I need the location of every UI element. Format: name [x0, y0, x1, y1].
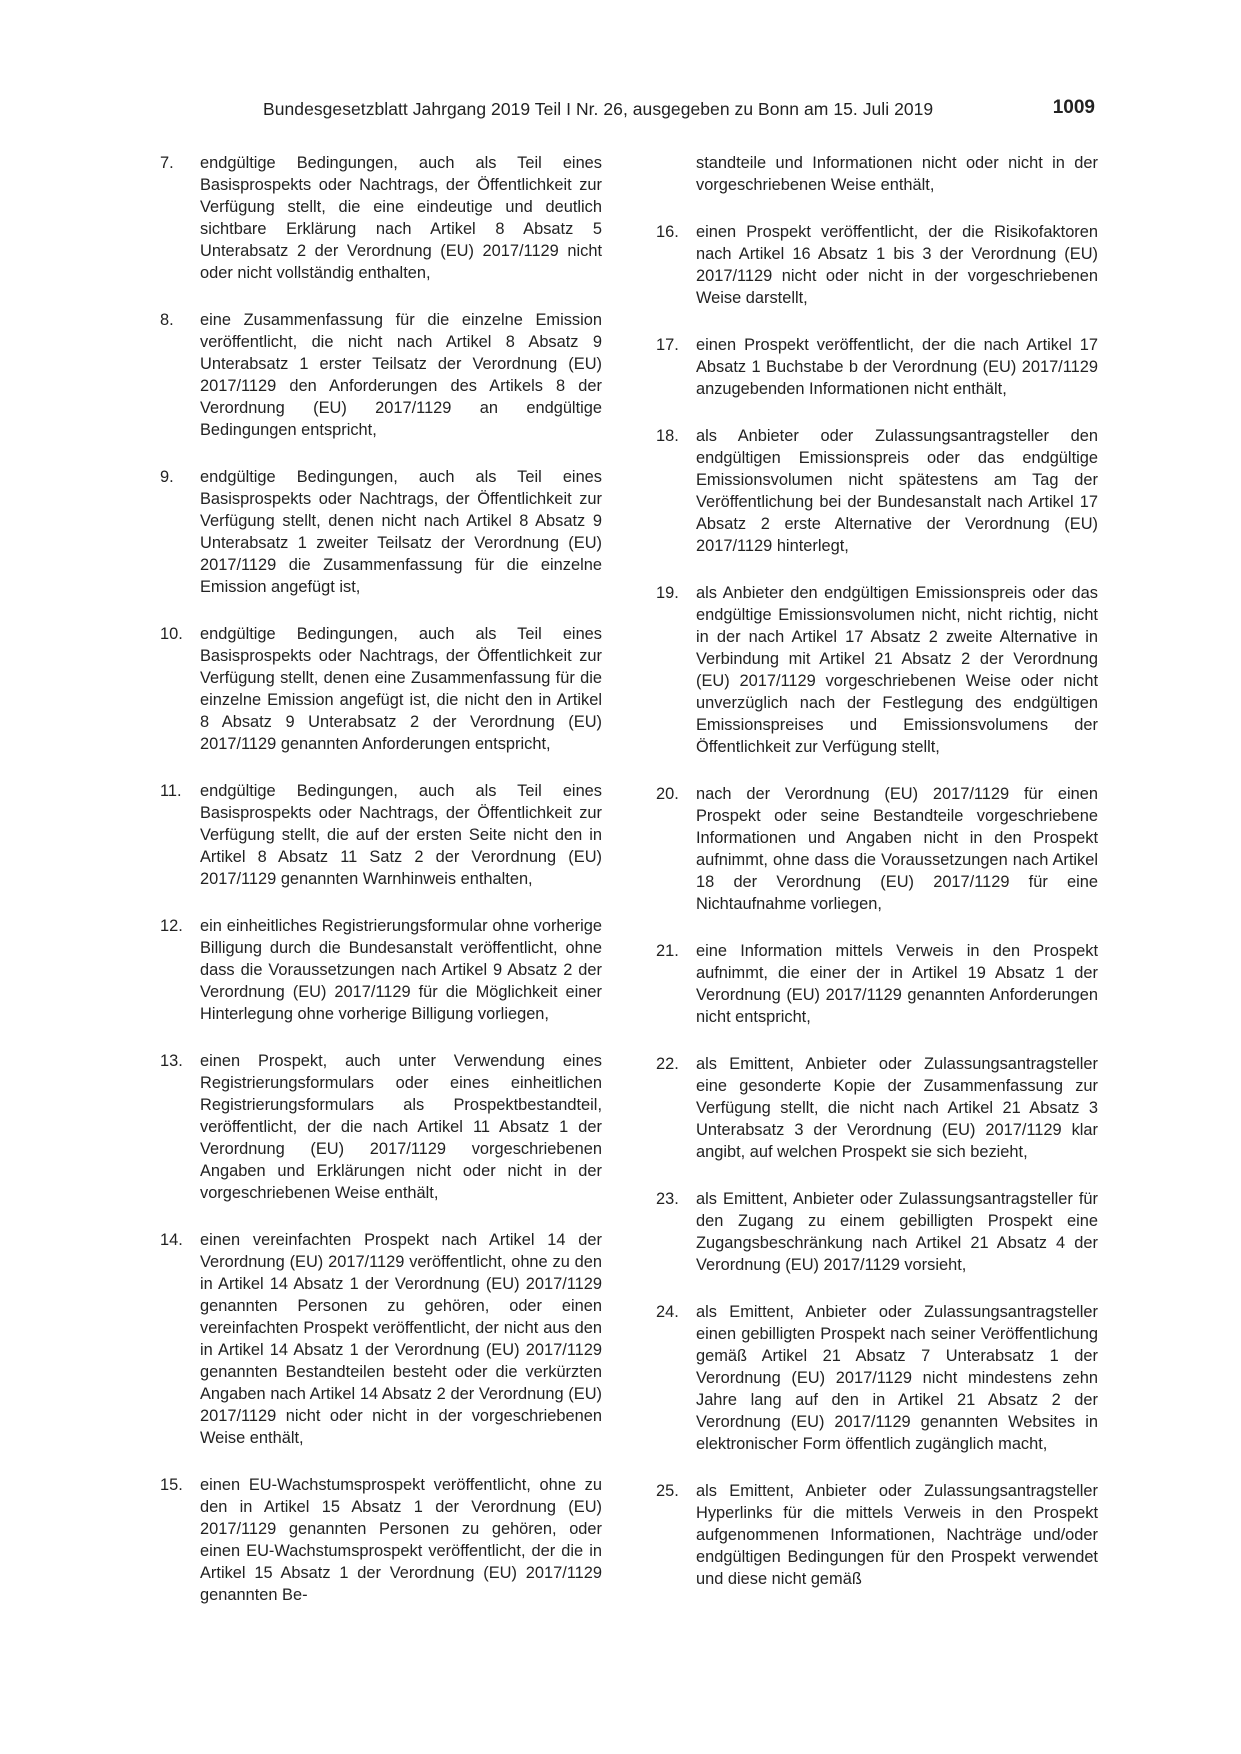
item-text: einen Prospekt veröffentlicht, der die nach Artikel 17 Absatz 1 Buchstabe b der Verordnung (EU) 2017/1129 anzugebenden Informationen nicht enthält, [696, 336, 1098, 398]
list-item [656, 1301, 1098, 1455]
list-item [160, 152, 602, 284]
page-number: 1009 [1052, 97, 1095, 118]
item-text: endgültige Bedingungen, auch als Teil eines Basisprospekts oder Nachtrags, der Öffentlichkeit zur Verfügung stellt, denen eine Zusammenfassung für die einzelne Emission angefügt ist, die nicht den in Artikel 8 Absatz 9 Unterabsatz 2 der Verordnung (EU) 2017/1129 genannten Anforderungen entspricht, [200, 625, 602, 753]
item-text: endgültige Bedingungen, auch als Teil eines Basisprospekts oder Nachtrags, der Öffentlichkeit zur Verfügung stellt, denen nicht nach Artikel 8 Absatz 9 Unterabsatz 1 zweiter Teilsatz der Verordnung (EU) 2017/1129 die Zusammenfassung für die einzelne Emission angefügt ist, [200, 468, 602, 596]
list-item [656, 1053, 1098, 1163]
item-text: als Emittent, Anbieter oder Zulassungsantragsteller eine gesonderte Kopie der Zusammenfassung zur Verfügung stellt, die nicht nach Artikel 21 Absatz 3 Unterabsatz 3 der Verordnung (EU) 2017/1129 klar angibt, auf welchen Prospekt sie sich bezieht, [696, 1055, 1098, 1161]
item-text: einen vereinfachten Prospekt nach Artikel 14 der Verordnung (EU) 2017/1129 veröffentlicht, ohne zu den in Artikel 14 Absatz 1 der Verordnung (EU) 2017/1129 genannten Personen zu gehören, oder einen vereinfachten Prospekt veröffentlicht, der nicht aus den in Artikel 14 Absatz 1 der Verordnung (EU) 2017/1129 genannten Bestandteilen besteht oder die verkürzten Angaben nach Artikel 14 Absatz 2 der Verordnung (EU) 2017/1129 nicht oder nicht in der vorgeschriebenen Weise enthält, [200, 1231, 602, 1447]
list-item [656, 1480, 1098, 1590]
item-text: eine Zusammenfassung für die einzelne Emission veröffentlicht, die nicht nach Artikel 8 Absatz 9 Unterabsatz 1 erster Teilsatz der Verordnung (EU) 2017/1129 den Anforderungen des Artikels 8 der Verordnung (EU) 2017/1129 an endgültige Bedingungen entspricht, [200, 311, 602, 439]
item-number: 18. [656, 427, 679, 445]
item-number: 17. [656, 336, 679, 354]
list-item [160, 1050, 602, 1204]
item-number: 24. [656, 1303, 679, 1321]
list-item [160, 915, 602, 1025]
list-item [160, 623, 602, 755]
item-text: als Emittent, Anbieter oder Zulassungsantragsteller einen gebilligten Prospekt nach seiner Veröffentlichung gemäß Artikel 21 Absatz 7 Unterabsatz 1 der Verordnung (EU) 2017/1129 nicht mindestens zehn Jahre lang auf den in Artikel 21 Absatz 2 der Verordnung (EU) 2017/1129 genannten Websites in elektronischer Form öffentlich zugänglich macht, [696, 1303, 1098, 1453]
item-number: 22. [656, 1055, 679, 1073]
list-item [160, 466, 602, 598]
list-item [656, 425, 1098, 557]
item-text: einen EU-Wachstumsprospekt veröffentlicht, ohne zu den in Artikel 15 Absatz 1 der Verordnung (EU) 2017/1129 genannten Personen zu gehören, oder einen EU-Wachstumsprospekt veröffentlicht, der die in Artikel 15 Absatz 1 der Verordnung (EU) 2017/1129 genannten Be- [200, 1476, 602, 1604]
page-header [160, 99, 1095, 125]
list-item [160, 780, 602, 890]
list-item [656, 334, 1098, 400]
item-number: 21. [656, 942, 679, 960]
item-number: 13. [160, 1052, 183, 1070]
list-item [656, 1188, 1098, 1276]
list-item [160, 1474, 602, 1606]
item-text: einen Prospekt veröffentlicht, der die Risikofaktoren nach Artikel 16 Absatz 1 bis 3 der Verordnung (EU) 2017/1129 nicht oder nicht in der vorgeschriebenen Weise darstellt, [696, 223, 1098, 307]
right-column [656, 152, 1098, 1615]
item-number: 8. [160, 311, 174, 329]
left-column [160, 152, 602, 1631]
item-text: ein einheitliches Registrierungsformular ohne vorherige Billigung durch die Bundesanstalt veröffentlicht, ohne dass die Voraussetzungen nach Artikel 9 Absatz 2 der Verordnung (EU) 2017/1129 für die Möglichkeit einer Hinterlegung ohne vorherige Billigung vorliegen, [200, 917, 602, 1023]
item-text: endgültige Bedingungen, auch als Teil eines Basisprospekts oder Nachtrags, der Öffentlichkeit zur Verfügung stellt, die auf der ersten Seite nicht den in Artikel 8 Absatz 11 Satz 2 der Verordnung (EU) 2017/1129 genannten Warnhinweis enthalten, [200, 782, 602, 888]
item-number: 10. [160, 625, 183, 643]
item-number: 15. [160, 1476, 183, 1494]
item-text: einen Prospekt, auch unter Verwendung eines Registrierungsformulars oder eines einheitlichen Registrierungsformulars als Prospektbestandteil, veröffentlicht, der die nach Artikel 11 Absatz 1 der Verordnung (EU) 2017/1129 vorgeschriebenen Angaben und Erklärungen nicht oder nicht in der vorgeschriebenen Weise enthält, [200, 1052, 602, 1202]
continuation-paragraph [656, 152, 1098, 196]
item-number: 25. [656, 1482, 679, 1500]
item-text: eine Information mittels Verweis in den Prospekt aufnimmt, die einer der in Artikel 19 Absatz 1 der Verordnung (EU) 2017/1129 genannten Anforderungen nicht entspricht, [696, 942, 1098, 1026]
list-item [656, 221, 1098, 309]
list-item [160, 1229, 602, 1449]
item-text: standteile und Informationen nicht oder nicht in der vorgeschriebenen Weise enthält, [696, 154, 1098, 194]
item-text: nach der Verordnung (EU) 2017/1129 für einen Prospekt oder seine Bestandteile vorgeschriebene Informationen und Angaben nicht in den Prospekt aufnimmt, ohne dass die Voraussetzungen nach Artikel 18 der Verordnung (EU) 2017/1129 für eine Nichtaufnahme vorliegen, [696, 785, 1098, 913]
item-text: als Emittent, Anbieter oder Zulassungsantragsteller für den Zugang zu einem gebilligten Prospekt eine Zugangsbeschränkung nach Artikel 21 Absatz 4 der Verordnung (EU) 2017/1129 vorsieht, [696, 1190, 1098, 1274]
item-text: endgültige Bedingungen, auch als Teil eines Basisprospekts oder Nachtrags, der Öffentlichkeit zur Verfügung stellt, die eine eindeutige und deutlich sichtbare Erklärung nach Artikel 8 Absatz 5 Unterabsatz 2 der Verordnung (EU) 2017/1129 nicht oder nicht vollständig enthalten, [200, 154, 602, 282]
item-number: 20. [656, 785, 679, 803]
list-item [656, 582, 1098, 758]
header-title: Bundesgesetzblatt Jahrgang 2019 Teil I Nr. 26, ausgegeben zu Bonn am 15. Juli 2019 [263, 99, 934, 119]
item-number: 23. [656, 1190, 679, 1208]
item-number: 7. [160, 154, 174, 172]
item-number: 12. [160, 917, 183, 935]
list-item [656, 940, 1098, 1028]
list-item [656, 783, 1098, 915]
item-number: 14. [160, 1231, 183, 1249]
list-item [160, 309, 602, 441]
item-text: als Emittent, Anbieter oder Zulassungsantragsteller Hyperlinks für die mittels Verweis in den Prospekt aufgenommenen Informationen, Nachträge und/oder endgültigen Bedingungen für den Prospekt verwendet und diese nicht gemäß [696, 1482, 1098, 1588]
item-number: 9. [160, 468, 174, 486]
item-number: 19. [656, 584, 679, 602]
item-text: als Anbieter oder Zulassungsantragsteller den endgültigen Emissionspreis oder das endgültige Emissionsvolumen nicht spätestens am Tag der Veröffentlichung bei der Bundesanstalt nach Artikel 17 Absatz 2 erste Alternative der Verordnung (EU) 2017/1129 hinterlegt, [696, 427, 1098, 555]
item-number: 11. [160, 782, 182, 800]
item-number: 16. [656, 223, 679, 241]
item-text: als Anbieter den endgültigen Emissionspreis oder das endgültige Emissionsvolumen nicht, nicht richtig, nicht in der nach Artikel 17 Absatz 2 zweite Alternative in Verbindung mit Artikel 21 Absatz 2 der Verordnung (EU) 2017/1129 vorgeschriebenen Weise oder nicht unverzüglich nach der Festlegung des endgültigen Emissionspreises und Emissionsvolumens der Öffentlichkeit zur Verfügung stellt, [696, 584, 1098, 756]
